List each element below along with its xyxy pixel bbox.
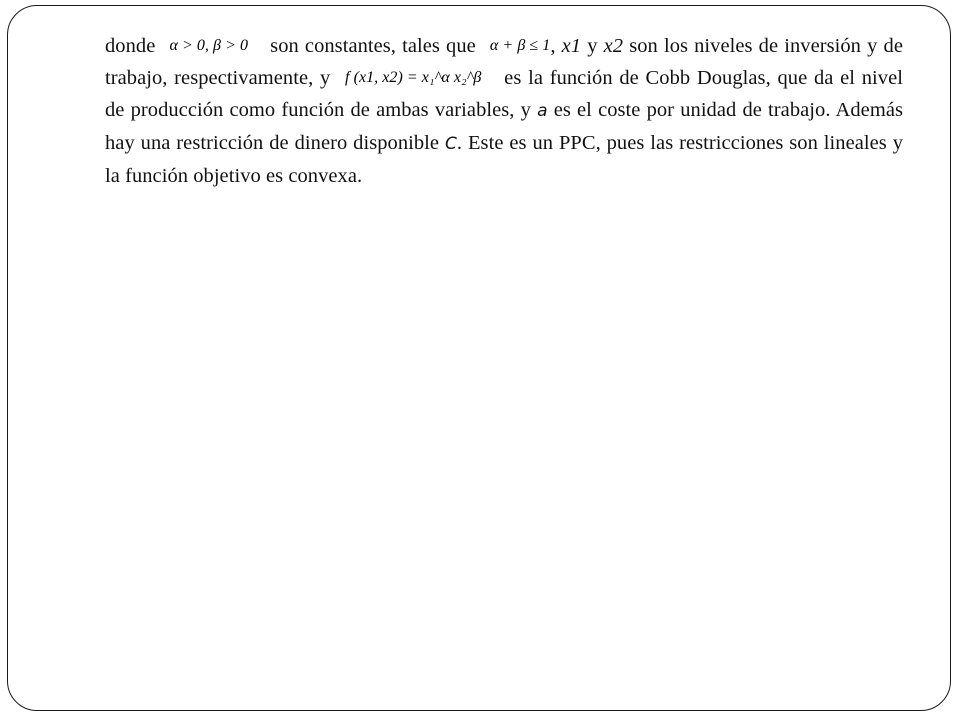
variable-C: C (444, 134, 457, 154)
variable-x2: x2 (603, 35, 624, 57)
text-segment: . Este es un PPC, pues las restricciones son lineales y la función objetivo es convexa. (105, 132, 903, 187)
math-formula-cobb-douglas: f (x1, x2) = x₁^α x₂^β (345, 69, 482, 86)
text-segment: y (581, 35, 604, 57)
body-paragraph (105, 30, 903, 192)
variable-a: a (537, 101, 548, 121)
text-segment: son los niveles de inversión y de trabajo, respectivamente, y (105, 35, 903, 89)
math-formula-alpha-plus-beta: α + β ≤ 1 (489, 37, 551, 54)
math-formula-alpha-beta-positive: α > 0, β > 0 (169, 37, 249, 54)
text-segment: es el coste por unidad de trabajo. Además hay una restricción de dinero disponible (105, 99, 903, 154)
text-segment: donde (105, 35, 156, 57)
text-segment: , (550, 35, 562, 57)
text-segment: son constantes, tales que (270, 35, 476, 57)
variable-x1: x1 (561, 35, 582, 57)
text-segment: es la función de Cobb Douglas, que da el nivel de producción como función de ambas variables, y (105, 67, 903, 121)
